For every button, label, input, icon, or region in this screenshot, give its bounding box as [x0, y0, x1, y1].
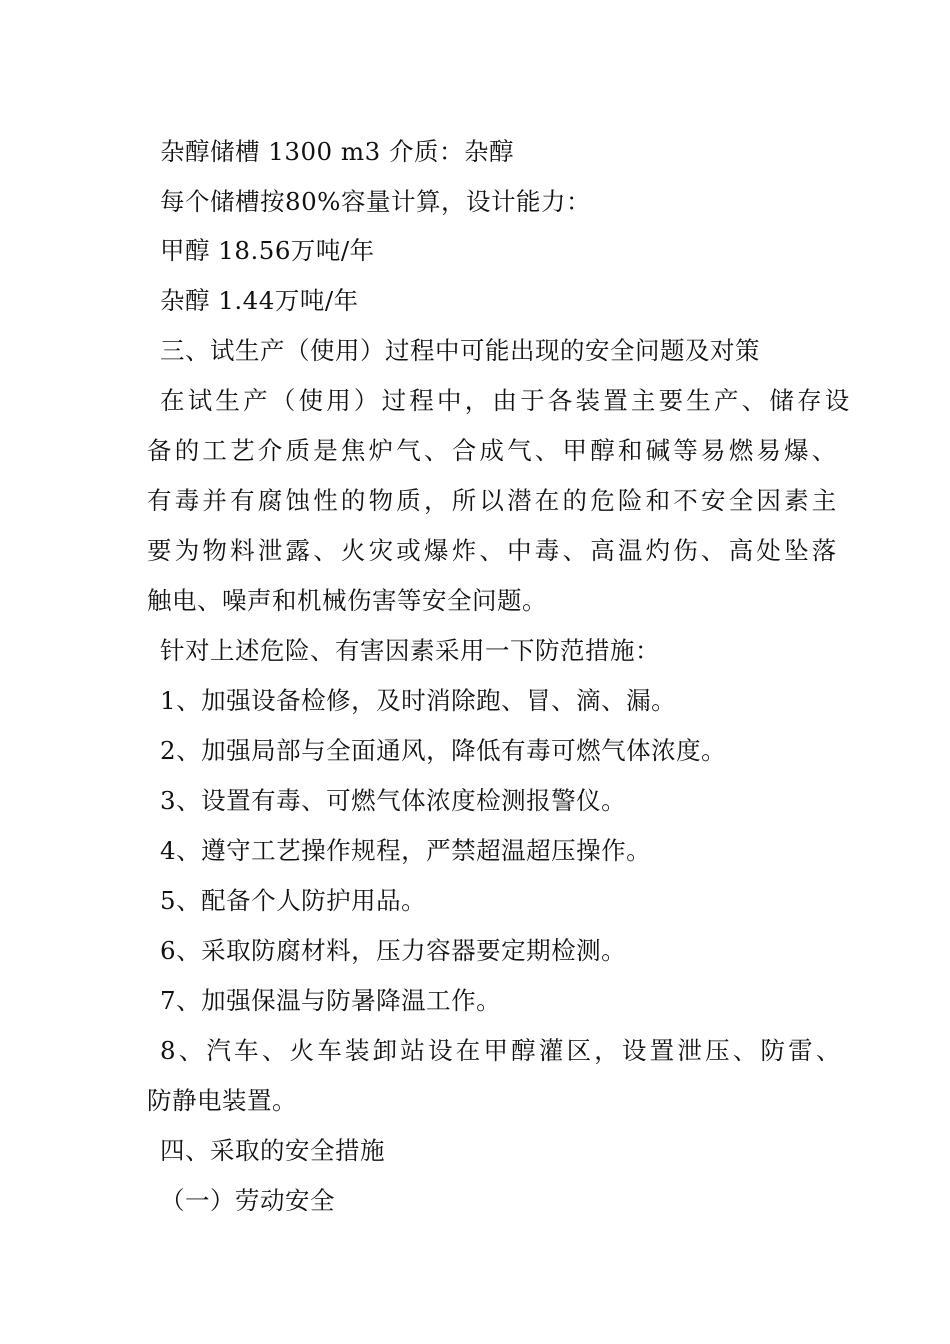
- measure-item-4: 4、遵守工艺操作规程，严禁超温超压操作。: [160, 836, 652, 865]
- measure-item-1: 1、加强设备检修，及时消除跑、冒、滴、漏。: [160, 686, 677, 715]
- measure-item-5: 5、配备个人防护用品。: [160, 886, 427, 915]
- measure-item-3: 3、设置有毒、可燃气体浓度检测报警仪。: [160, 786, 627, 815]
- measure-item-8: 8、汽车、火车装卸站设在甲醇灌区，设置泄压、防雷、: [160, 1036, 844, 1065]
- measure-item-8-continued: 防静电装置。: [147, 1086, 297, 1115]
- measures-intro-line: 针对上述危险、有害因素采用一下防范措施：: [160, 636, 660, 665]
- methanol-capacity-line: 甲醇 18.56万吨/年: [160, 236, 375, 265]
- paragraph-line: 在试生产（使用）过程中，由于各装置主要生产、储存设: [160, 386, 853, 415]
- paragraph-line: 要为物料泄露、火灾或爆炸、中毒、高温灼伤、高处坠落: [147, 536, 840, 565]
- measure-item-2: 2、加强局部与全面通风，降低有毒可燃气体浓度。: [160, 736, 727, 765]
- section-three-heading: 三、试生产（使用）过程中可能出现的安全问题及对策: [160, 336, 760, 365]
- fusel-alcohol-capacity-line: 杂醇 1.44万吨/年: [160, 286, 359, 315]
- paragraph-line: 有毒并有腐蚀性的物质，所以潜在的危险和不安全因素主: [147, 486, 840, 515]
- measure-item-7: 7、加强保温与防暑降温工作。: [160, 986, 502, 1015]
- section-four-heading: 四、采取的安全措施: [160, 1136, 385, 1165]
- paragraph-line: 触电、噪声和机械伤害等安全问题。: [147, 586, 547, 615]
- measure-item-6: 6、采取防腐材料，压力容器要定期检测。: [160, 936, 627, 965]
- capacity-basis-line: 每个储槽按80%容量计算，设计能力：: [160, 187, 591, 216]
- paragraph-line: 备的工艺介质是焦炉气、合成气、甲醇和碱等易燃易爆、: [147, 436, 840, 465]
- subsection-heading: （一）劳动安全: [160, 1186, 335, 1215]
- storage-tank-line: 杂醇储槽 1300 m3 介质：杂醇: [160, 137, 515, 166]
